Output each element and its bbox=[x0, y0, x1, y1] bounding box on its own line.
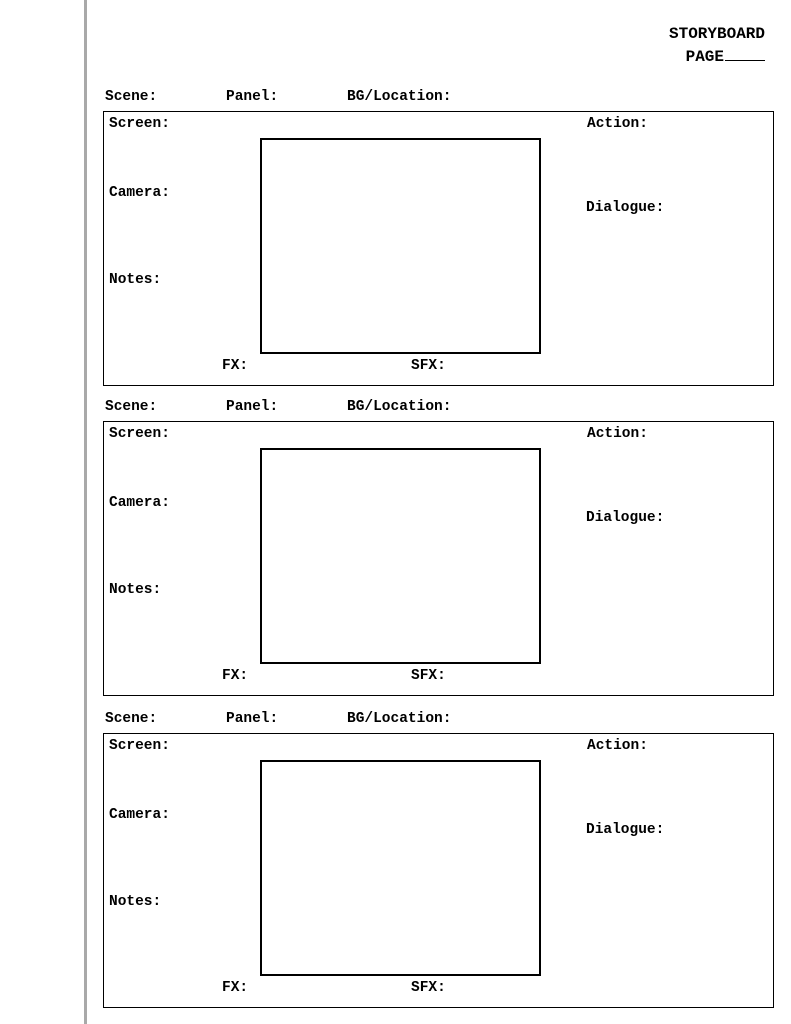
panel-frame bbox=[103, 733, 774, 1008]
sketch-area[interactable] bbox=[260, 448, 541, 664]
notes-label: Notes: bbox=[109, 272, 162, 288]
panel-label: Panel: bbox=[226, 89, 279, 105]
sfx-label: SFX: bbox=[411, 668, 446, 684]
fx-label: FX: bbox=[222, 980, 249, 996]
screen-label: Screen: bbox=[109, 116, 170, 132]
panel-meta-row bbox=[103, 89, 774, 111]
camera-label: Camera: bbox=[109, 185, 170, 201]
action-label: Action: bbox=[587, 426, 648, 442]
fx-label: FX: bbox=[222, 668, 249, 684]
storyboard-title: STORYBOARD bbox=[668, 25, 765, 43]
scene-label: Scene: bbox=[105, 711, 158, 727]
page-number-blank[interactable] bbox=[725, 45, 765, 61]
bg-location-label: BG/Location: bbox=[347, 711, 452, 727]
dialogue-label: Dialogue: bbox=[586, 200, 665, 216]
camera-label: Camera: bbox=[109, 495, 170, 511]
notes-label: Notes: bbox=[109, 894, 162, 910]
bg-location-label: BG/Location: bbox=[347, 89, 452, 105]
margin-line bbox=[84, 0, 87, 1024]
panel-frame bbox=[103, 111, 774, 386]
panel-frame bbox=[103, 421, 774, 696]
camera-label: Camera: bbox=[109, 807, 170, 823]
action-label: Action: bbox=[587, 738, 648, 754]
fx-label: FX: bbox=[222, 358, 249, 374]
page-label: PAGE bbox=[685, 48, 724, 66]
storyboard-panel-2 bbox=[103, 399, 774, 684]
page-header bbox=[669, 24, 765, 68]
scene-label: Scene: bbox=[105, 89, 158, 105]
panel-label: Panel: bbox=[226, 399, 279, 415]
scene-label: Scene: bbox=[105, 399, 158, 415]
dialogue-label: Dialogue: bbox=[586, 822, 665, 838]
sketch-area[interactable] bbox=[260, 138, 541, 354]
sfx-label: SFX: bbox=[411, 980, 446, 996]
panel-meta-row bbox=[103, 399, 774, 421]
page-number-line bbox=[669, 45, 765, 68]
action-label: Action: bbox=[587, 116, 648, 132]
storyboard-panel-1 bbox=[103, 89, 774, 374]
panel-meta-row bbox=[103, 711, 774, 733]
storyboard-panel-3 bbox=[103, 711, 774, 996]
screen-label: Screen: bbox=[109, 426, 170, 442]
notes-label: Notes: bbox=[109, 582, 162, 598]
panel-label: Panel: bbox=[226, 711, 279, 727]
dialogue-label: Dialogue: bbox=[586, 510, 665, 526]
sfx-label: SFX: bbox=[411, 358, 446, 374]
bg-location-label: BG/Location: bbox=[347, 399, 452, 415]
sketch-area[interactable] bbox=[260, 760, 541, 976]
screen-label: Screen: bbox=[109, 738, 170, 754]
